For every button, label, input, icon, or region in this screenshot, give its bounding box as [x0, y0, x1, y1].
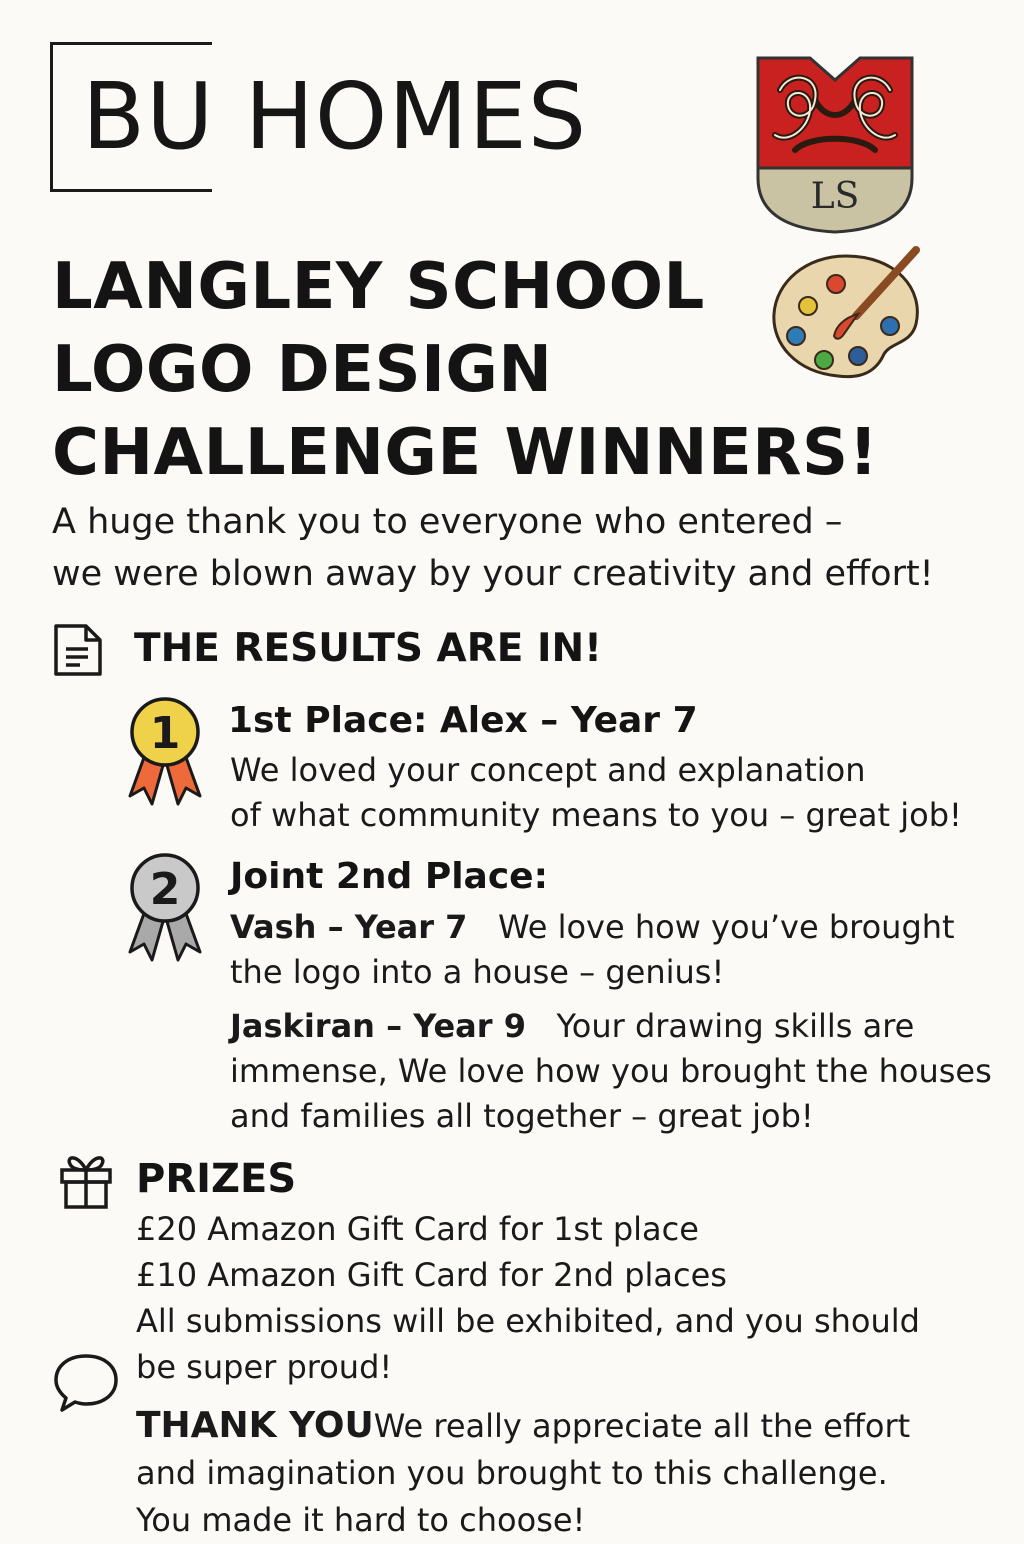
crest-initials: LS	[810, 176, 860, 217]
comment-line: immense, We love how you brought the houses	[230, 1052, 992, 1090]
intro-line: we were blown away by your creativity and effort!	[52, 554, 934, 594]
document-icon	[50, 622, 106, 678]
results-heading: THE RESULTS ARE IN!	[134, 626, 602, 671]
comment-line: the logo into a house – genius!	[230, 953, 725, 991]
intro-text	[52, 496, 934, 600]
thanks-section	[136, 1402, 910, 1544]
winner-comment: We love how you’ve brought	[497, 908, 955, 946]
frame-line-bottom	[50, 189, 212, 192]
thanks-heading: THANK YOU	[136, 1405, 374, 1446]
winner-comment: Your drawing skills are	[556, 1007, 915, 1045]
prizes-heading: PRIZES	[136, 1156, 297, 1202]
title-line: CHALLENGE WINNERS!	[52, 416, 879, 490]
frame-line-top	[50, 42, 212, 45]
title-line: LANGLEY SCHOOL	[52, 250, 705, 324]
prize-line: All submissions will be exhibited, and you should	[136, 1302, 920, 1340]
first-place-heading: 1st Place: Alex – Year 7	[228, 700, 698, 741]
prize-line: be super proud!	[136, 1348, 393, 1386]
second-place-heading: Joint 2nd Place:	[230, 856, 548, 897]
comment-line: and families all together – great job!	[230, 1097, 814, 1135]
gold-medal-icon	[124, 692, 206, 812]
school-crest-logo	[750, 50, 920, 235]
gift-icon	[56, 1148, 116, 1210]
intro-line: A huge thank you to everyone who entered –	[52, 502, 843, 542]
medal-number: 1	[149, 708, 181, 759]
comment-line: We loved your concept and explanation	[230, 751, 866, 789]
winner-name: Jaskiran – Year 9	[230, 1007, 526, 1045]
page-title	[52, 246, 932, 495]
prize-line: £10 Amazon Gift Card for 2nd places	[136, 1256, 727, 1294]
thanks-line: We really appreciate all the effort	[373, 1407, 911, 1445]
comment-line: of what community means to you – great job!	[230, 796, 962, 834]
prize-line: £20 Amazon Gift Card for 1st place	[136, 1210, 699, 1248]
medal-number: 2	[149, 864, 181, 915]
speech-bubble-icon	[52, 1350, 120, 1414]
brand-name: BU HOMES	[82, 63, 588, 170]
winner-name: Vash – Year 7	[230, 908, 468, 946]
silver-medal-icon	[124, 848, 206, 968]
prizes-list	[136, 1206, 920, 1390]
thanks-line: You made it hard to choose!	[136, 1501, 586, 1539]
title-line: LOGO DESIGN	[52, 333, 553, 407]
winner-vash	[230, 905, 955, 995]
frame-line-left	[50, 42, 53, 192]
first-place-comment	[230, 748, 962, 838]
winner-jaskiran	[230, 1004, 992, 1139]
thanks-line: and imagination you brought to this challenge.	[136, 1454, 888, 1492]
